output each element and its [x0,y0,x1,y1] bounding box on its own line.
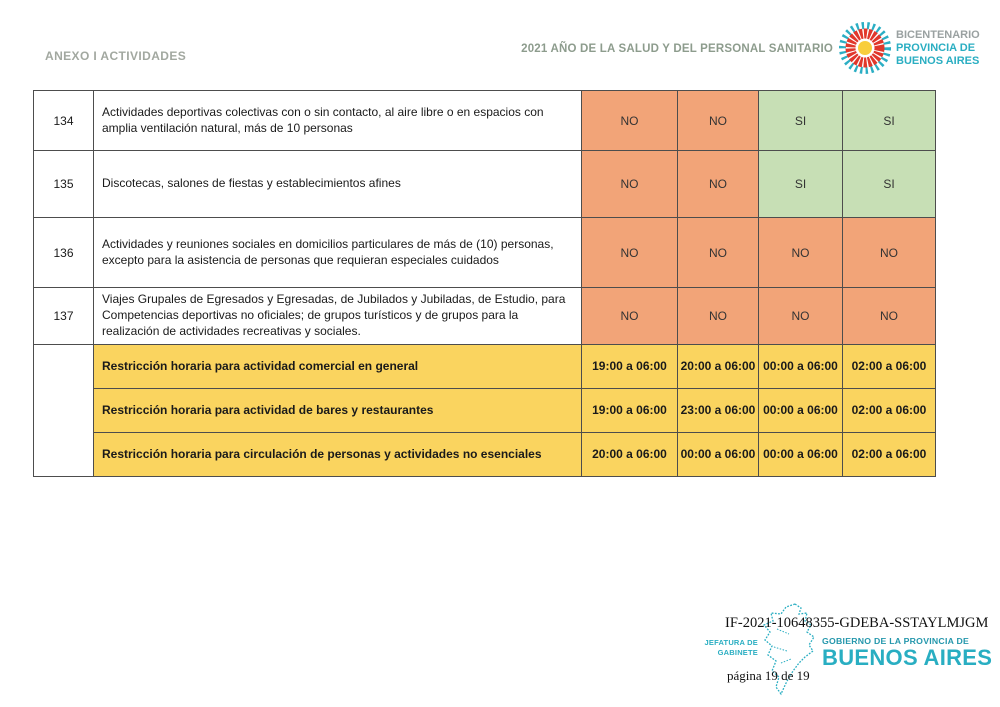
answer-cell: NO [759,288,843,345]
page-indicator: página 19 de 19 [727,668,810,683]
answer-cell: NO [678,91,759,151]
restriction-time: 19:00 a 06:00 [582,345,678,389]
document-reference-code: IF-2021-10648355-GDEBA-SSTAYLMJGM [725,615,989,631]
year-slogan: 2021 AÑO DE LA SALUD Y DEL PERSONAL SANITARIO [521,43,833,55]
table-row [34,218,936,288]
table-row [34,91,936,151]
activity-description: Actividades deportivas colectivas con o sin contacto, al aire libre o en espacios con amplia ventilación natural, más de 10 personas [94,91,582,151]
jefatura-line1: JEFATURA DE [704,638,758,647]
jefatura-line2: GABINETE [717,647,758,657]
restriction-row [34,389,936,433]
answer-cell: NO [759,218,843,288]
table-row [34,288,936,345]
answer-cell: NO [582,218,678,288]
gobierno-provincia-logo-text [822,636,992,669]
activity-description: Viajes Grupales de Egresados y Egresadas, de Jubilados y Jubiladas, de Estudio, para Competencias deportivas no oficiales; de grupos turísticos y de grupos para la realización de actividades recreativas y sociales. [94,288,582,345]
anexo-title: ANEXO I ACTIVIDADES [45,49,187,63]
empty-number-cell [34,345,94,477]
answer-cell: NO [678,218,759,288]
answer-cell: NO [843,218,936,288]
jefatura-de-gabinete-label [693,638,758,657]
gobierno-small-line: GOBIERNO DE LA PROVINCIA DE [822,636,970,646]
bicentenario-flower-icon [838,21,892,75]
activity-number: 135 [34,151,94,218]
restriction-row [34,345,936,389]
restriction-time: 02:00 a 06:00 [843,389,936,433]
logo-line-provincia: PROVINCIA DE [896,42,976,54]
activity-description: Discotecas, salones de fiestas y establecimientos afines [94,151,582,218]
restriction-time: 02:00 a 06:00 [843,345,936,389]
answer-cell: SI [759,91,843,151]
restriction-time: 20:00 a 06:00 [678,345,759,389]
activity-number: 136 [34,218,94,288]
restriction-time: 00:00 a 06:00 [678,433,759,477]
logo-line-bicentenario: BICENTENARIO [896,29,980,41]
logo-line-buenos-aires: BUENOS AIRES [896,55,980,67]
restriction-label: Restricción horaria para actividad comercial en general [94,345,582,389]
restriction-label: Restricción horaria para circulación de personas y actividades no esenciales [94,433,582,477]
answer-cell: NO [843,288,936,345]
activity-description: Actividades y reuniones sociales en domicilios particulares de más de (10) personas, excepto para la asistencia de personas que requieran especiales cuidados [94,218,582,288]
restriction-time: 02:00 a 06:00 [843,433,936,477]
answer-cell: NO [582,91,678,151]
activities-table [33,90,936,477]
answer-cell: SI [759,151,843,218]
answer-cell: SI [843,91,936,151]
bicentenario-logo-text [896,29,980,68]
answer-cell: NO [582,151,678,218]
answer-cell: NO [582,288,678,345]
table-row [34,151,936,218]
answer-cell: NO [678,151,759,218]
restriction-time: 20:00 a 06:00 [582,433,678,477]
answer-cell: SI [843,151,936,218]
restriction-time: 00:00 a 06:00 [759,389,843,433]
activity-number: 137 [34,288,94,345]
restriction-label: Restricción horaria para actividad de bares y restaurantes [94,389,582,433]
restriction-row [34,433,936,477]
restriction-time: 23:00 a 06:00 [678,389,759,433]
activity-number: 134 [34,91,94,151]
restriction-time: 00:00 a 06:00 [759,345,843,389]
answer-cell: NO [678,288,759,345]
restriction-time: 19:00 a 06:00 [582,389,678,433]
gobierno-big-line: BUENOS AIRES [822,645,993,670]
restriction-time: 00:00 a 06:00 [759,433,843,477]
